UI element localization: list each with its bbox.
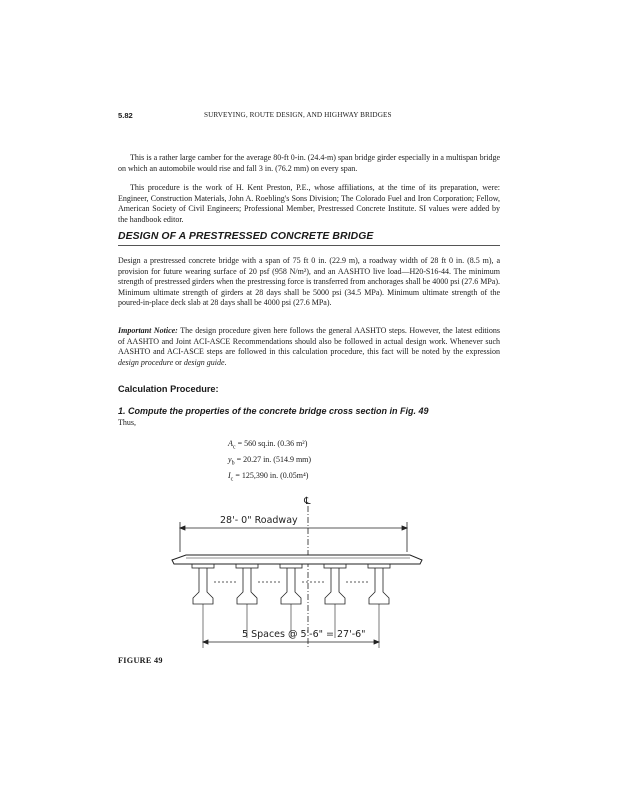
running-header — [118, 111, 500, 120]
notice-text: The design procedure given here follows the general AASHTO steps. However, the latest editions of AASHTO and Joint ACI-ASCE Recommendations should also be followed in actual design work. Whenever such AASHTO and ACI-ASCE steps are followed in this calculation procedure, this fact will be noted by the expression — [118, 326, 500, 357]
equation-ic: $I_c = 125,390$ in. (0.05m⁴) — [228, 471, 309, 483]
step-1-title: 1. Compute the properties of the concrete bridge cross section in Fig. 49 — [118, 406, 429, 416]
roadway-arrow-right — [402, 526, 407, 530]
section-rule — [118, 245, 500, 246]
roadway-arrow-left — [180, 526, 185, 530]
intro-paragraph-1: This is a rather large camber for the average 80-ft 0-in. (24.4-m) span bridge girder especially in a multispan bridge on which an automobile would rise and fall 3 in. (76.2 mm) on every span. — [118, 153, 500, 173]
spacing-label: 5 Spaces @ 5'-6" = 27'-6" — [242, 629, 366, 640]
page-number: 5.82 — [118, 111, 133, 120]
bridge-cross-section-figure — [170, 492, 450, 652]
figure-caption: FIGURE 49 — [118, 656, 163, 665]
equation-ac: $A_c = 560$ sq.in. (0.36 m²) — [228, 439, 308, 451]
problem-statement: Design a prestressed concrete bridge with a span of 75 ft 0 in. (22.9 m), a roadway width of 28 ft 0 in. (8.5 m), a provision for future wearing surface of 20 psf (958 N/m²), and an AASHTO live load—H20-S16-44. The minimum strength of prestressed girders when the prestressing force is transferred from anchorages shall be 4000 psi (27.6 MPa). Minimum ultimate strength of girders at 28 days shall be 5000 psi (34.5 MPa). Minimum ultimate strength of the poured-in-place deck slab at 28 days shall be 4000 psi (27.6 MPa). — [118, 256, 500, 308]
notice-label: Important Notice: — [118, 326, 178, 335]
calc-heading: Calculation Procedure: — [118, 384, 219, 394]
step-1-lead: Thus, — [118, 418, 136, 427]
deck-slab — [172, 555, 422, 564]
equation-yb: $y_b = 20.27$ in. (514.9 mm) — [228, 455, 312, 467]
notice-italic-1: design procedure — [118, 357, 174, 367]
girder-3 — [280, 564, 302, 604]
running-title: SURVEYING, ROUTE DESIGN, AND HIGHWAY BRIDGES — [204, 111, 392, 119]
notice-italic-2: design guide — [183, 357, 225, 367]
notice-end: . — [224, 357, 227, 367]
important-notice — [118, 326, 500, 368]
section-title: DESIGN OF A PRESTRESSED CONCRETE BRIDGE — [118, 231, 374, 242]
roadway-label: 28'- 0" Roadway — [220, 515, 298, 526]
intro-paragraph-2: This procedure is the work of H. Kent Preston, P.E., whose affiliations, at the time of its preparation, were: Engineer, Construction Materials, John A. Roebling's Sons Division; The Colorado Fuel and Iron Corporation; Fellow, American Society of Civil Engineers; Professional Member, Prestressed Concrete Institute. SI values were added by the handbook editor. — [118, 183, 500, 224]
centerline-symbol: ℄ — [304, 496, 311, 507]
girder-2 — [236, 564, 258, 604]
equation-block — [228, 438, 311, 486]
girder-1 — [192, 564, 214, 604]
girder-4 — [324, 564, 346, 604]
girder-5 — [368, 564, 390, 604]
notice-joiner: or — [175, 357, 182, 367]
